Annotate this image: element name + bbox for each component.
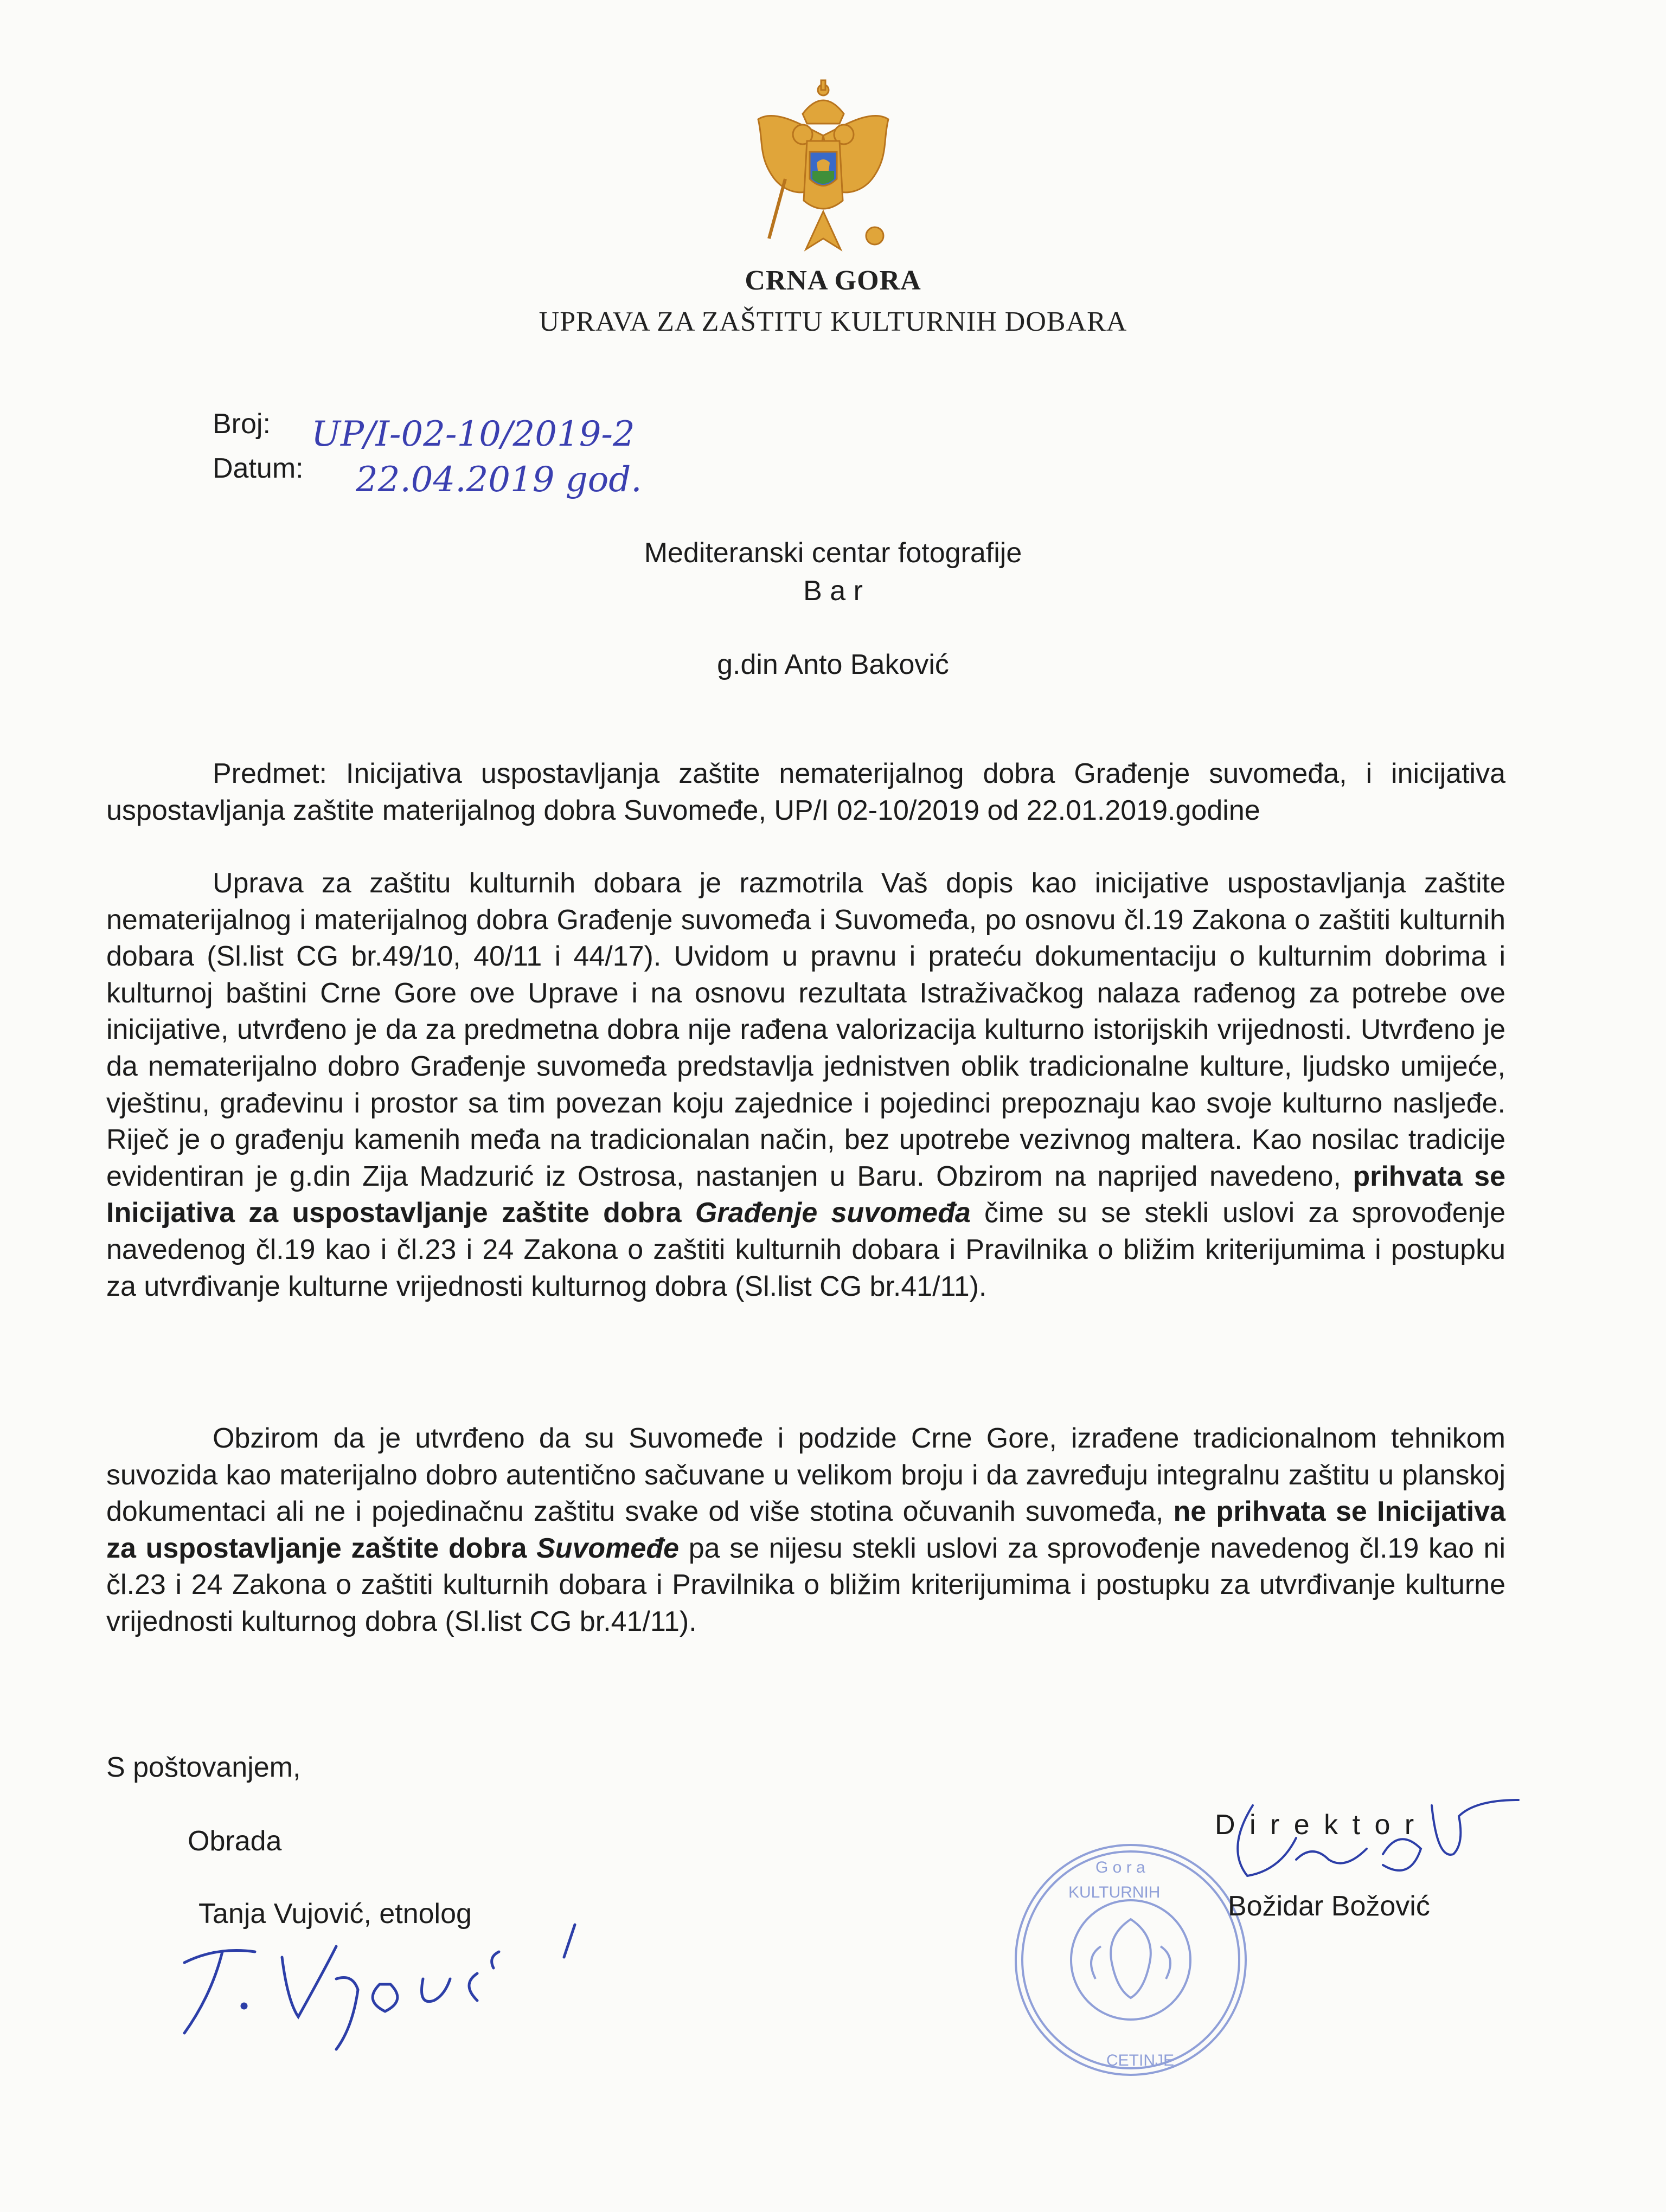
datum-label: Datum: [213,453,304,484]
recipient-name: Mediteranski centar fotografije [644,537,1022,569]
processor-signature [174,1892,597,2055]
body-paragraph-1: Uprava za zaštitu kulturnih dobara je razmotrila Vaš dopis kao inicijative uspostavljanja zaštite nematerijalnog i materijalnog dobra Građenje suvomeđa i Suvomeđa, po osnovu čl.19 Zakona o zaštiti kulturnih dobara (Sl.list CG br.49/10, 40/11 i 44/17). Uvidom u pravnu i prateću dokumentaciju o kulturnim dobrima i kulturnoj baštini Crne Gore ove Uprave i na osnovu rezultata Istraživačkog nalaza rađenog za potrebe ove inicijative, utvrđeno je da za predmetna dobra nije rađena valorizacija kulturno istorijskih vrijednosti. Utvrđeno je da nematerijalno dobro Građenje suvomeđa predstavlja jednistven oblik tradicionalne kulture, ljudsko umijeće, vještinu, građevinu i prostor sa tim povezan koju zajednice i pojedinci prepoznaju kao svoje kulturno nasljeđe. Riječ je o građenju kamenih međa na tradicionalan način, bez upotrebe vezivnog maltera. Kao nosilac tradicije evidentiran je g.din Zija Madzurić iz Ostrosa, nastanjen u Baru. Obzirom na naprijed navedeno, prihvata se Inicijativa za uspostavljanje zaštite dobra Građenje suvomeđa čime su se stekli uslovi za sprovođenje navedenog čl.19 kao i čl.23 i 24 Zakona o zaštiti kulturnih dobara i Pravilnika o bližim kriterijumima i postupku za utvrđivanje kulturne vrijednosti kulturnog dobra (Sl.list CG br.41/11). [106,867,1506,1302]
agency-title: UPRAVA ZA ZAŠTITU KULTURNIH DOBARA [539,306,1127,337]
director-name: Božidar Božović [1228,1891,1430,1922]
subject-line: Predmet: Inicijativa uspostavljanja zaštite nematerijalnog dobra Građenje suvomeđa, i inicijativa uspostavljanja zaštite materijalnog dobra Suvomeđe, UP/I 02-10/2019 od 22.01.2019.godine [106,758,1505,826]
recipient-city: B a r [803,575,863,607]
broj-label: Broj: [213,408,271,440]
body-paragraph-2: Obzirom da je utvrđeno da su Suvomeđe i podzide Crne Gore, izrađene tradicionalnom tehnikom suvozida kao materijalno dobro autentično sačuvane u velikom broju i da zavređuju integralnu zaštitu u planskoj dokumentaci ali ne i pojedinačnu zaštitu svake od više stotina očuvanih suvomeđa, ne prihvata se Inicijativa za uspostavljanje zaštite dobra Suvomeđe pa se nijesu stekli uslovi za sprovođenje navedenog čl.19 kao ni čl.23 i 24 Zakona o zaštiti kulturnih dobara i Pravilnika o bližim kriterijumima i postupku za utvrđivanje kulturne vrijednosti kulturnog dobra (Sl.list CG br.41/11). [106,1423,1506,1637]
broj-value: UP/I-02-10/2019-2 [311,414,635,454]
coat-of-arms-icon [742,76,905,271]
recipient-person: g.din Anto Baković [717,649,949,680]
processed-label: Obrada [188,1825,282,1857]
processor-name: Tanja Vujović, etnolog [198,1898,472,1930]
salutation: S poštovanjem, [106,1752,301,1783]
director-signature [1204,1784,1540,1903]
svg-text:KULTURNIH: KULTURNIH [1068,1883,1161,1901]
director-title: D i r e k t o r [1215,1809,1418,1841]
country-title: CRNA GORA [745,265,921,296]
datum-value: 22.04.2019 god. [356,460,642,500]
svg-text:G o r a: G o r a [1095,1859,1145,1876]
svg-text:CETINJE: CETINJE [1106,2052,1175,2069]
